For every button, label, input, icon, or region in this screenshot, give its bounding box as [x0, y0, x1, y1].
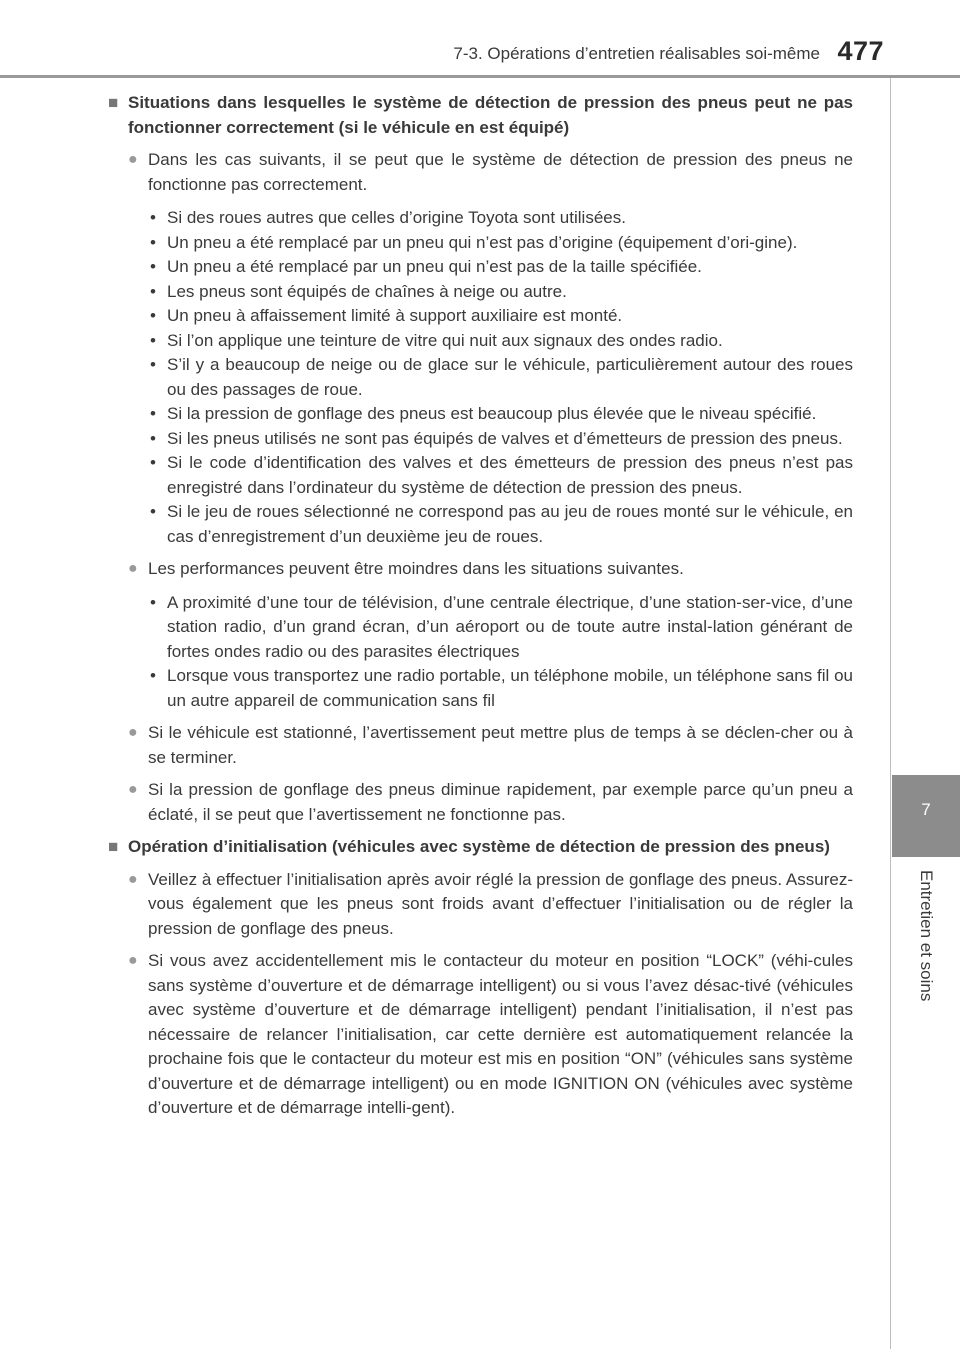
list-item	[148, 427, 853, 452]
circle-bullet-icon: ●	[128, 870, 138, 888]
paragraph-text: Dans les cas suivants, il se peut que le système de détection de pression des pneus ne fonctionne pas correctement.	[148, 150, 853, 194]
dot-bullet-icon: •	[150, 502, 156, 521]
list-item	[148, 280, 853, 305]
list-item	[148, 304, 853, 329]
side-rule	[890, 78, 891, 1349]
list-item	[148, 451, 853, 500]
list-item	[148, 231, 853, 256]
circle-bullet-icon: ●	[128, 560, 138, 577]
list-item	[148, 353, 853, 402]
paragraph-block	[128, 148, 853, 197]
circle-bullet-icon: ●	[128, 151, 138, 168]
paragraph-text: Si le véhicule est stationné, l’avertissement peut mettre plus de temps à se déclen-cher ou à se terminer.	[148, 723, 853, 767]
page-content	[108, 91, 853, 1129]
list-item-text: Si le code d’identification des valves et des émetteurs de pression des pneus n’est pas enregistré dans l’ordinateur du système de détection de pression des pneus.	[167, 453, 853, 497]
dot-bullet-icon: •	[150, 666, 156, 685]
list-item-text: Si les pneus utilisés ne sont pas équipés de valves et d’émetteurs de pression des pneus.	[167, 428, 843, 448]
list-item-text: Si la pression de gonflage des pneus est beaucoup plus élevée que le niveau spécifié.	[167, 404, 817, 423]
paragraph-text: Veillez à effectuer l’initialisation après avoir réglé la pression de gonflage des pneus. Assurez-vous également que les pneus sont froids avant d’effectuer l’initialisation ou de régler la pression de gonflage des pneus.	[148, 869, 853, 938]
paragraph-block	[128, 949, 853, 1121]
square-bullet-icon: ■	[108, 837, 119, 856]
paragraph-text: Si vous avez accidentellement mis le contacteur du moteur en position “LOCK” (véhi-cules sans système d’ouverture et de démarrage intelligent) ou si vous l’avez désac-tivé (véhicules avec système d’ouverture et de démarrage intelligent) pendant l’initialisation, il n’est pas nécessaire de relancer l’initialisation, car cette dernière est automatiquement relancée la prochaine fois que le contacteur du moteur est mis en position “ON” (véhicules sans système d’ouverture et de démarrage intelligent) ou en mode IGNITION ON (véhicules avec système d’ouverture et de démarrage intelli-gent).	[148, 951, 853, 1117]
chapter-tab: 7	[892, 775, 960, 857]
list-item-text: Si l’on applique une teinture de vitre qui nuit aux signaux des ondes radio.	[167, 330, 723, 350]
list-item	[148, 500, 853, 549]
paragraph-block	[128, 721, 853, 770]
section-heading-block	[108, 835, 853, 860]
bullet-list	[148, 206, 853, 549]
list-item	[148, 255, 853, 280]
list-item-text: A proximité d’une tour de télévision, d’une centrale électrique, d’une station-ser-vice, d’une station radio, d’un grand écran, d’un aéroport ou de toute autre instal-lation générant de fortes ondes radio ou des parasites électriques	[167, 592, 853, 661]
list-item-text: S’il y a beaucoup de neige ou de glace sur le véhicule, particulièrement autour des roues ou des passages de roue.	[167, 355, 853, 399]
paragraph-text: Si la pression de gonflage des pneus diminue rapidement, par exemple parce qu’un pneu a éclaté, il se peut que l’avertissement ne fonctionne pas.	[148, 780, 853, 824]
dot-bullet-icon: •	[150, 281, 156, 301]
section-title: 7-3. Opérations d’entretien réalisables soi-même	[453, 44, 820, 63]
header-rule	[0, 75, 960, 78]
chapter-label: Entretien et soins	[917, 870, 936, 1002]
list-item-text: Lorsque vous transportez une radio portable, un téléphone mobile, un téléphone sans fil ou un autre appareil de communication sans fil	[167, 666, 853, 710]
dot-bullet-icon: •	[150, 330, 156, 350]
paragraph-block	[128, 868, 853, 942]
dot-bullet-icon: •	[150, 232, 156, 252]
page-header	[0, 0, 960, 78]
square-bullet-icon: ■	[108, 93, 119, 112]
section-heading: Situations dans lesquelles le système de détection de pression des pneus peut ne pas fonctionner correctement (si le véhicule en est équipé)	[128, 93, 853, 137]
list-item-text: Si des roues autres que celles d’origine Toyota sont utilisées.	[167, 208, 626, 227]
list-item	[148, 664, 853, 713]
bullet-list	[148, 591, 853, 714]
dot-bullet-icon: •	[150, 208, 156, 227]
list-item	[148, 329, 853, 354]
list-item-text: Un pneu à affaissement limité à support auxiliaire est monté.	[167, 306, 623, 325]
list-item-text: Un pneu a été remplacé par un pneu qui n’est pas d’origine (équipement d’ori-gine).	[167, 232, 798, 252]
circle-bullet-icon: ●	[128, 781, 138, 798]
list-item	[148, 402, 853, 427]
list-item	[148, 206, 853, 231]
section-heading: Opération d’initialisation (véhicules avec système de détection de pression des pneus)	[128, 837, 830, 856]
dot-bullet-icon: •	[150, 453, 156, 472]
page-number: 477	[837, 36, 884, 66]
section-heading-block	[108, 91, 853, 140]
circle-bullet-icon: ●	[128, 952, 138, 969]
list-item-text: Les pneus sont équipés de chaînes à neige ou autre.	[167, 281, 567, 301]
dot-bullet-icon: •	[150, 306, 156, 325]
circle-bullet-icon: ●	[128, 724, 138, 741]
list-item	[148, 591, 853, 665]
paragraph-block	[128, 557, 853, 582]
paragraph-text: Les performances peuvent être moindres dans les situations suivantes.	[148, 559, 684, 578]
dot-bullet-icon: •	[150, 355, 156, 374]
dot-bullet-icon: •	[150, 404, 156, 423]
list-item-text: Un pneu a été remplacé par un pneu qui n’est pas de la taille spécifiée.	[167, 257, 702, 276]
dot-bullet-icon: •	[150, 592, 156, 612]
dot-bullet-icon: •	[150, 257, 156, 276]
paragraph-block	[128, 778, 853, 827]
dot-bullet-icon: •	[150, 428, 156, 448]
list-item-text: Si le jeu de roues sélectionné ne correspond pas au jeu de roues monté sur le véhicule, en cas d’enregistrement d’un deuxième jeu de roues.	[167, 502, 853, 546]
